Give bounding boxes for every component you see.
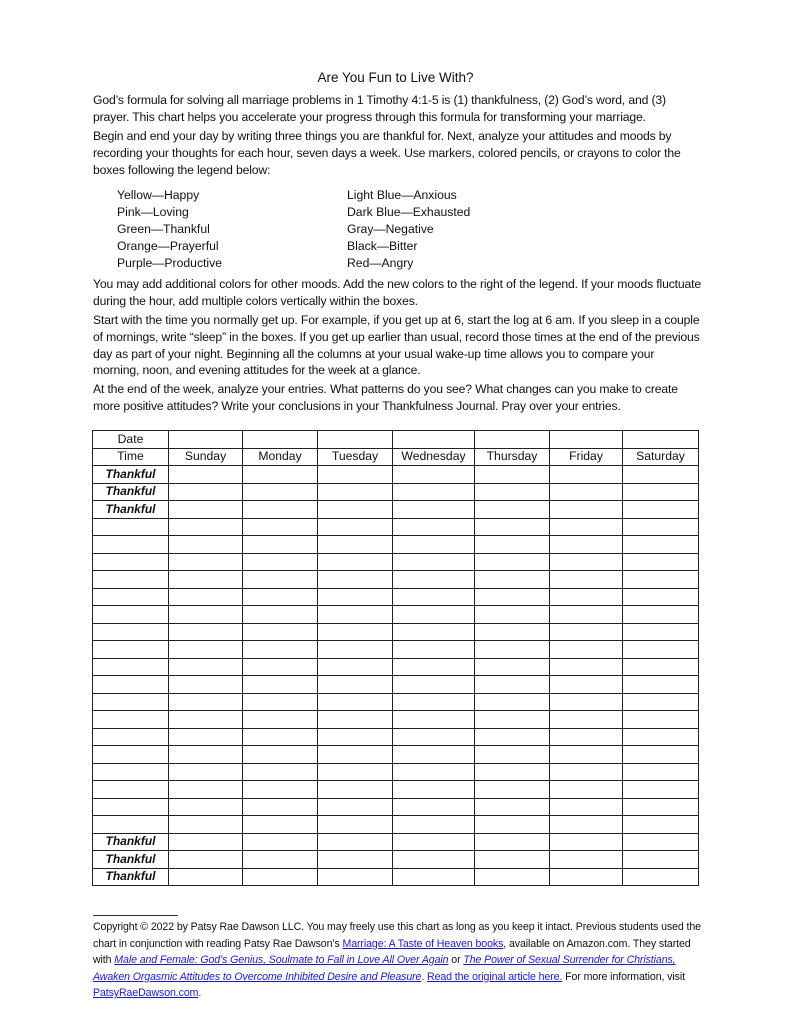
- thankful-entry-cell[interactable]: [393, 501, 475, 519]
- date-cell[interactable]: [623, 431, 699, 449]
- time-cell[interactable]: [93, 816, 169, 834]
- mood-cell[interactable]: [623, 676, 699, 694]
- thankful-row: [93, 868, 699, 886]
- mood-cell[interactable]: [475, 746, 550, 764]
- thankful-entry-cell[interactable]: [550, 466, 623, 484]
- mood-cell[interactable]: [475, 693, 550, 711]
- instructions-paragraph: Begin and end your day by writing three things you are thankful for. Next, analyze your attitudes and moods by recording your thoughts for each hour, seven days a week. Use markers, colored pencils, or crayons to color the boxes following the legend below:: [93, 129, 681, 177]
- thankful-entry-cell[interactable]: [475, 466, 550, 484]
- mood-cell[interactable]: [475, 798, 550, 816]
- thankful-entry-cell[interactable]: [475, 483, 550, 501]
- hour-row: [93, 518, 699, 536]
- time-cell[interactable]: [93, 711, 169, 729]
- mood-cell[interactable]: [623, 746, 699, 764]
- mood-cell[interactable]: [623, 781, 699, 799]
- mood-cell[interactable]: [169, 763, 243, 781]
- footer-text: .: [421, 970, 428, 983]
- mood-cell[interactable]: [475, 676, 550, 694]
- mood-cell[interactable]: [393, 798, 475, 816]
- legend-item: Green—Thankful: [117, 222, 210, 236]
- legend-item: Yellow—Happy: [117, 188, 200, 202]
- thankful-entry-cell[interactable]: [318, 466, 393, 484]
- mood-cell[interactable]: [243, 571, 318, 589]
- mood-cell[interactable]: [243, 798, 318, 816]
- mood-cell[interactable]: [623, 536, 699, 554]
- hour-row: [93, 816, 699, 834]
- intro-paragraph: God’s formula for solving all marriage problems in 1 Timothy 4:1-5 is (1) thankfulness, (2) God’s word, and (3) prayer. This chart helps you accelerate your progress through this formula for transforming your marriage.: [93, 93, 666, 124]
- hour-row: [93, 553, 699, 571]
- mood-cell[interactable]: [243, 746, 318, 764]
- thankful-label: Thankful: [93, 851, 169, 869]
- mood-cell[interactable]: [550, 816, 623, 834]
- thankful-entry-cell[interactable]: [475, 851, 550, 869]
- thankful-entry-cell[interactable]: [243, 483, 318, 501]
- hour-row: [93, 746, 699, 764]
- mood-cell[interactable]: [243, 518, 318, 536]
- thankful-entry-cell[interactable]: [243, 501, 318, 519]
- mood-cell[interactable]: [393, 728, 475, 746]
- thankful-entry-cell[interactable]: [393, 466, 475, 484]
- mood-cell[interactable]: [243, 728, 318, 746]
- mood-cell[interactable]: [318, 536, 393, 554]
- end-of-week-paragraph: At the end of the week, analyze your entries. What patterns do you see? What changes can you make to create more positive attitudes? Write your conclusions in your Thankfulness Journal. Pray over your entries.: [93, 382, 678, 413]
- mood-cell[interactable]: [243, 693, 318, 711]
- legend-item: Light Blue—Anxious: [347, 188, 457, 202]
- footer-text: For more information, visit: [562, 970, 685, 983]
- legend-item: Purple—Productive: [117, 256, 222, 270]
- day-header-tuesday: Tuesday: [318, 448, 393, 466]
- time-cell[interactable]: [93, 553, 169, 571]
- thankful-entry-cell[interactable]: [169, 868, 243, 886]
- thankful-row: [93, 833, 699, 851]
- date-cell[interactable]: [393, 431, 475, 449]
- mood-cell[interactable]: [243, 641, 318, 659]
- hour-row: [93, 606, 699, 624]
- mood-cell[interactable]: [318, 553, 393, 571]
- mood-cell[interactable]: [475, 606, 550, 624]
- day-header-sunday: Sunday: [169, 448, 243, 466]
- thankful-entry-cell[interactable]: [243, 851, 318, 869]
- mood-cell[interactable]: [550, 798, 623, 816]
- hour-row: [93, 798, 699, 816]
- thankful-label: Thankful: [93, 868, 169, 886]
- mood-cell[interactable]: [169, 658, 243, 676]
- mood-cell[interactable]: [318, 588, 393, 606]
- date-cell[interactable]: [243, 431, 318, 449]
- mood-cell[interactable]: [393, 553, 475, 571]
- mood-cell[interactable]: [318, 571, 393, 589]
- hour-row: [93, 728, 699, 746]
- legend-column-left: [117, 187, 222, 272]
- mood-cell[interactable]: [393, 518, 475, 536]
- time-cell[interactable]: [93, 746, 169, 764]
- mood-cell[interactable]: [623, 588, 699, 606]
- mood-cell[interactable]: [475, 536, 550, 554]
- link-power-of-sexual-surrender[interactable]: The Power of Sexual Surrender for Christians, Awaken Orgasmic Attitudes to Overcome Inhibited Desire and Pleasure: [93, 954, 676, 983]
- thankful-row: [93, 483, 699, 501]
- footnote-divider: [93, 915, 178, 916]
- mood-cell[interactable]: [550, 623, 623, 641]
- mood-cell[interactable]: [623, 641, 699, 659]
- thankful-entry-cell[interactable]: [550, 851, 623, 869]
- thankful-entry-cell[interactable]: [475, 833, 550, 851]
- hour-row: [93, 693, 699, 711]
- thankful-entry-cell[interactable]: [623, 868, 699, 886]
- mood-cell[interactable]: [169, 693, 243, 711]
- day-header-friday: Friday: [550, 448, 623, 466]
- mood-cell[interactable]: [169, 728, 243, 746]
- legend-item: Pink—Loving: [117, 205, 189, 219]
- time-label: Time: [93, 448, 169, 466]
- legend-item: Dark Blue—Exhausted: [347, 205, 471, 219]
- mood-cell[interactable]: [550, 536, 623, 554]
- mood-cell[interactable]: [623, 623, 699, 641]
- mood-cell[interactable]: [243, 816, 318, 834]
- hour-row: [93, 763, 699, 781]
- thankful-entry-cell[interactable]: [243, 466, 318, 484]
- date-row: [93, 431, 699, 449]
- thankful-entry-cell[interactable]: [475, 868, 550, 886]
- mood-cell[interactable]: [243, 623, 318, 641]
- mood-cell[interactable]: [475, 623, 550, 641]
- mood-cell[interactable]: [393, 781, 475, 799]
- thankful-entry-cell[interactable]: [393, 483, 475, 501]
- mood-cell[interactable]: [475, 728, 550, 746]
- mood-cell[interactable]: [169, 711, 243, 729]
- mood-cell[interactable]: [243, 676, 318, 694]
- date-cell[interactable]: [475, 431, 550, 449]
- mood-cell[interactable]: [475, 518, 550, 536]
- mood-cell[interactable]: [475, 711, 550, 729]
- mood-cell[interactable]: [318, 711, 393, 729]
- footer-text: .: [198, 987, 202, 999]
- thankful-entry-cell[interactable]: [318, 501, 393, 519]
- day-header-thursday: Thursday: [475, 448, 550, 466]
- mood-cell[interactable]: [243, 606, 318, 624]
- thankful-entry-cell[interactable]: [169, 833, 243, 851]
- mood-cell[interactable]: [318, 623, 393, 641]
- mood-cell[interactable]: [623, 518, 699, 536]
- mood-cell[interactable]: [243, 711, 318, 729]
- mood-cell[interactable]: [623, 816, 699, 834]
- mood-cell[interactable]: [550, 588, 623, 606]
- day-header-row: [93, 448, 699, 466]
- mood-cell[interactable]: [623, 728, 699, 746]
- mood-cell[interactable]: [550, 763, 623, 781]
- mood-cell[interactable]: [475, 763, 550, 781]
- day-header-wednesday: Wednesday: [393, 448, 475, 466]
- mood-cell[interactable]: [318, 693, 393, 711]
- page-title: Are You Fun to Live With?: [317, 70, 474, 85]
- time-cell[interactable]: [93, 658, 169, 676]
- thankful-entry-cell[interactable]: [169, 483, 243, 501]
- thankful-entry-cell[interactable]: [623, 833, 699, 851]
- hour-row: [93, 536, 699, 554]
- legend-item: Red—Angry: [347, 256, 414, 270]
- time-cell[interactable]: [93, 518, 169, 536]
- mood-cell[interactable]: [393, 536, 475, 554]
- mood-cell[interactable]: [393, 606, 475, 624]
- mood-cell[interactable]: [550, 728, 623, 746]
- thankful-entry-cell[interactable]: [243, 833, 318, 851]
- mood-log-table: [92, 430, 699, 886]
- mood-cell[interactable]: [550, 711, 623, 729]
- thankful-entry-cell[interactable]: [393, 868, 475, 886]
- hour-row: [93, 623, 699, 641]
- time-cell[interactable]: [93, 571, 169, 589]
- mood-cell[interactable]: [475, 781, 550, 799]
- thankful-label: Thankful: [93, 466, 169, 484]
- mood-cell[interactable]: [550, 553, 623, 571]
- mood-cell[interactable]: [623, 798, 699, 816]
- thankful-entry-cell[interactable]: [550, 833, 623, 851]
- mood-cell[interactable]: [243, 763, 318, 781]
- hour-row: [93, 658, 699, 676]
- hour-row: [93, 781, 699, 799]
- mood-cell[interactable]: [169, 623, 243, 641]
- mood-cell[interactable]: [623, 658, 699, 676]
- thankful-entry-cell[interactable]: [550, 501, 623, 519]
- link-original-article[interactable]: Read the original article here.: [427, 970, 563, 983]
- thankful-entry-cell[interactable]: [475, 501, 550, 519]
- mood-cell[interactable]: [243, 588, 318, 606]
- thankful-entry-cell[interactable]: [318, 851, 393, 869]
- mood-cell[interactable]: [243, 536, 318, 554]
- thankful-row: [93, 851, 699, 869]
- mood-cell[interactable]: [550, 781, 623, 799]
- legend-column-right: [347, 187, 470, 272]
- thankful-row: [93, 501, 699, 519]
- mood-cell[interactable]: [318, 658, 393, 676]
- mood-cell[interactable]: [169, 798, 243, 816]
- mood-cell[interactable]: [393, 746, 475, 764]
- hour-row: [93, 588, 699, 606]
- hour-row: [93, 641, 699, 659]
- time-cell[interactable]: [93, 728, 169, 746]
- hour-row: [93, 571, 699, 589]
- copyright-footer: [93, 919, 703, 1002]
- thankful-entry-cell[interactable]: [243, 868, 318, 886]
- start-time-paragraph: Start with the time you normally get up. For example, if you get up at 6, start the log at 6 am. If you sleep in a couple of mornings, write “sleep” in the boxes. If you get up earlier than usual, record those times at the end of the previous day as part of your night. Beginning all the columns at your usual wake-up time allows you to compare your morning, noon, and evening attitudes for the week at a glance.: [93, 313, 700, 378]
- mood-cell[interactable]: [550, 676, 623, 694]
- time-cell[interactable]: [93, 606, 169, 624]
- time-cell[interactable]: [93, 798, 169, 816]
- mood-cell[interactable]: [318, 816, 393, 834]
- mood-cell[interactable]: [169, 816, 243, 834]
- date-cell[interactable]: [318, 431, 393, 449]
- time-cell[interactable]: [93, 536, 169, 554]
- mood-cell[interactable]: [318, 763, 393, 781]
- mood-cell[interactable]: [475, 588, 550, 606]
- mood-cell[interactable]: [318, 781, 393, 799]
- mood-cell[interactable]: [623, 693, 699, 711]
- thankful-entry-cell[interactable]: [169, 851, 243, 869]
- mood-cell[interactable]: [318, 728, 393, 746]
- mood-cell[interactable]: [169, 553, 243, 571]
- legend-item: Black—Bitter: [347, 239, 418, 253]
- mood-cell[interactable]: [243, 553, 318, 571]
- mood-cell[interactable]: [318, 746, 393, 764]
- mood-cell[interactable]: [475, 641, 550, 659]
- mood-cell[interactable]: [243, 781, 318, 799]
- footer-text: Copyright © 2022 by Patsy Rae Dawson LLC. You may freely use this chart as long as you keep it intact. Previous students used the chart in conjunction with reading Patsy Rae Dawson’s: [93, 921, 701, 950]
- time-cell[interactable]: [93, 781, 169, 799]
- thankful-entry-cell[interactable]: [318, 483, 393, 501]
- footer-text: , available on Amazon.com. They started with: [93, 937, 691, 966]
- mood-cell[interactable]: [550, 746, 623, 764]
- thankful-entry-cell[interactable]: [393, 833, 475, 851]
- mood-cell[interactable]: [393, 623, 475, 641]
- thankful-label: Thankful: [93, 833, 169, 851]
- mood-cell[interactable]: [318, 606, 393, 624]
- thankful-entry-cell[interactable]: [623, 851, 699, 869]
- mood-cell[interactable]: [169, 781, 243, 799]
- mood-cell[interactable]: [623, 763, 699, 781]
- thankful-entry-cell[interactable]: [550, 868, 623, 886]
- mood-cell[interactable]: [550, 641, 623, 659]
- mood-cell[interactable]: [393, 711, 475, 729]
- mood-cell[interactable]: [393, 676, 475, 694]
- mood-cell[interactable]: [623, 553, 699, 571]
- mood-cell[interactable]: [318, 641, 393, 659]
- thankful-entry-cell[interactable]: [393, 851, 475, 869]
- date-cell[interactable]: [550, 431, 623, 449]
- time-cell[interactable]: [93, 641, 169, 659]
- mood-cell[interactable]: [623, 711, 699, 729]
- mood-cell[interactable]: [550, 658, 623, 676]
- mood-cell[interactable]: [393, 588, 475, 606]
- mood-cell[interactable]: [169, 536, 243, 554]
- date-label: Date: [93, 431, 169, 449]
- time-cell[interactable]: [93, 623, 169, 641]
- mood-cell[interactable]: [393, 693, 475, 711]
- thankful-entry-cell[interactable]: [169, 466, 243, 484]
- time-cell[interactable]: [93, 763, 169, 781]
- mood-cell[interactable]: [550, 518, 623, 536]
- thankful-entry-cell[interactable]: [169, 501, 243, 519]
- mood-cell[interactable]: [475, 571, 550, 589]
- mood-cell[interactable]: [623, 606, 699, 624]
- mood-cell[interactable]: [393, 658, 475, 676]
- thankful-entry-cell[interactable]: [318, 868, 393, 886]
- day-header-monday: Monday: [243, 448, 318, 466]
- mood-cell[interactable]: [169, 676, 243, 694]
- mood-cell[interactable]: [169, 518, 243, 536]
- day-header-saturday: Saturday: [623, 448, 699, 466]
- link-patsy-rae-dawson-site[interactable]: PatsyRaeDawson.com: [93, 987, 199, 999]
- mood-cell[interactable]: [550, 606, 623, 624]
- legend-item: Gray—Negative: [347, 222, 434, 236]
- legend-item: Orange—Prayerful: [117, 239, 219, 253]
- mood-cell[interactable]: [169, 746, 243, 764]
- time-cell[interactable]: [93, 588, 169, 606]
- mood-cell[interactable]: [169, 588, 243, 606]
- thankful-row: [93, 466, 699, 484]
- hour-row: [93, 711, 699, 729]
- thankful-entry-cell[interactable]: [623, 483, 699, 501]
- thankful-entry-cell[interactable]: [550, 483, 623, 501]
- mood-cell[interactable]: [475, 553, 550, 571]
- hour-row: [93, 676, 699, 694]
- mood-cell[interactable]: [393, 641, 475, 659]
- mood-cell[interactable]: [475, 658, 550, 676]
- link-male-and-female[interactable]: Male and Female: God’s Genius, Soulmate to Fall in Love All Over Again: [114, 954, 449, 966]
- footer-text: or: [448, 954, 464, 966]
- mood-cell[interactable]: [393, 816, 475, 834]
- link-marriage-taste-of-heaven-books[interactable]: Marriage: A Taste of Heaven books: [342, 937, 504, 950]
- date-cell[interactable]: [169, 431, 243, 449]
- time-cell[interactable]: [93, 676, 169, 694]
- mood-cell[interactable]: [475, 816, 550, 834]
- additional-colors-paragraph: You may add additional colors for other moods. Add the new colors to the right of the legend. If your moods fluctuate during the hour, add multiple colors vertically within the boxes.: [93, 277, 701, 308]
- mood-cell[interactable]: [318, 676, 393, 694]
- mood-cell[interactable]: [169, 641, 243, 659]
- mood-cell[interactable]: [550, 693, 623, 711]
- thankful-entry-cell[interactable]: [623, 466, 699, 484]
- thankful-label: Thankful: [93, 483, 169, 501]
- mood-cell[interactable]: [169, 606, 243, 624]
- time-cell[interactable]: [93, 693, 169, 711]
- mood-cell[interactable]: [318, 798, 393, 816]
- mood-cell[interactable]: [318, 518, 393, 536]
- mood-cell[interactable]: [393, 763, 475, 781]
- mood-cell[interactable]: [623, 571, 699, 589]
- mood-cell[interactable]: [243, 658, 318, 676]
- mood-cell[interactable]: [393, 571, 475, 589]
- mood-cell[interactable]: [169, 571, 243, 589]
- mood-cell[interactable]: [550, 571, 623, 589]
- thankful-label: Thankful: [93, 501, 169, 519]
- thankful-entry-cell[interactable]: [623, 501, 699, 519]
- thankful-entry-cell[interactable]: [318, 833, 393, 851]
